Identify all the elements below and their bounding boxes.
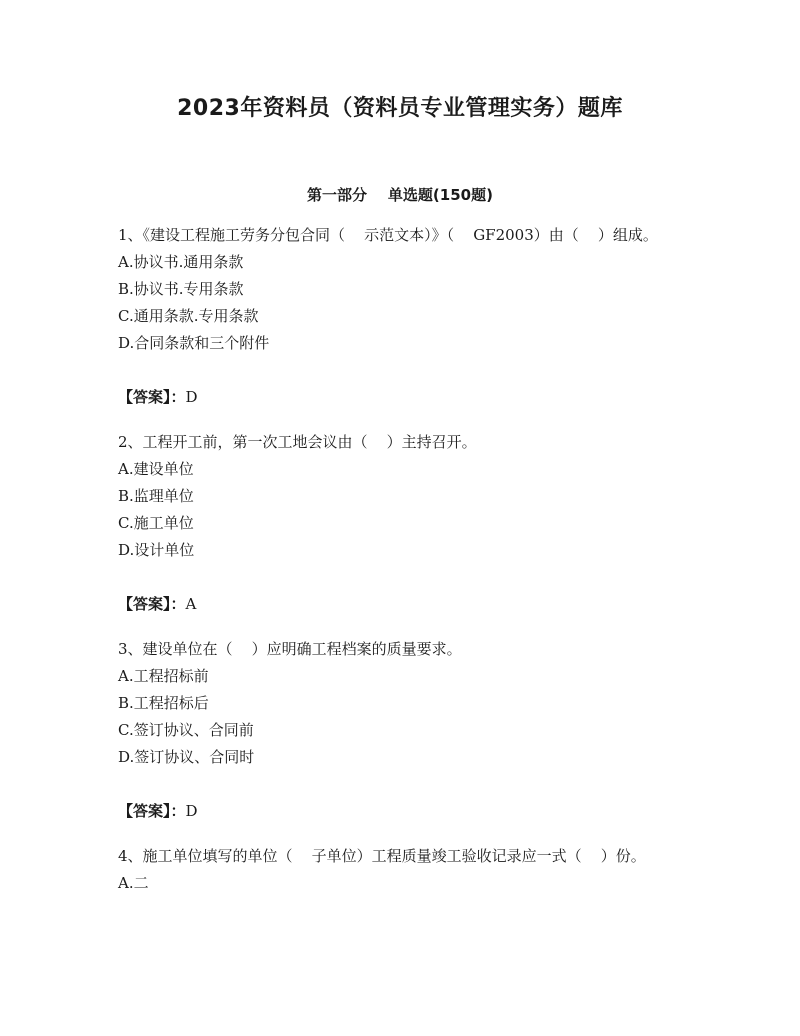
- question-stem: 3、建设单位在（ ）应明确工程档案的质量要求。: [118, 640, 462, 658]
- question-item: [118, 429, 688, 618]
- option-b: B.协议书.专用条款: [118, 280, 244, 298]
- question-item: [118, 222, 688, 411]
- option-a: A.二: [118, 874, 149, 892]
- option-c: C.通用条款.专用条款: [118, 307, 259, 325]
- question-list: [118, 222, 688, 897]
- question-item: [118, 636, 688, 825]
- answer-line: [118, 384, 688, 411]
- answer-label: 【答案】：: [118, 802, 186, 820]
- section-heading: 第一部分 单选题(150题): [307, 186, 493, 204]
- answer-value: D: [185, 388, 198, 406]
- option-d: D.合同条款和三个附件: [118, 334, 270, 352]
- option-a: A.工程招标前: [118, 667, 209, 685]
- answer-label: 【答案】：: [118, 595, 186, 613]
- question-stem: 1、《建设工程施工劳务分包合同（ 示范文本）》（ GF2003）由（ ）组成。: [118, 226, 658, 244]
- answer-line: [118, 591, 688, 618]
- option-a: A.建设单位: [118, 460, 194, 478]
- option-b: B.工程招标后: [118, 694, 209, 712]
- question-stem: 4、施工单位填写的单位（ 子单位）工程质量竣工验收记录应一式（ ）份。: [118, 847, 646, 865]
- answer-value: A: [185, 595, 197, 613]
- option-d: D.签订协议、合同时: [118, 748, 255, 766]
- answer-line: [118, 798, 688, 825]
- answer-label: 【答案】：: [118, 388, 186, 406]
- question-item: [118, 843, 688, 897]
- option-a: A.协议书.通用条款: [118, 253, 244, 271]
- option-b: B.监理单位: [118, 487, 194, 505]
- document-title: 2023年资料员（资料员专业管理实务）题库: [177, 96, 623, 121]
- option-d: D.设计单位: [118, 541, 195, 559]
- question-stem: 2、工程开工前，第一次工地会议由（ ）主持召开。: [118, 433, 477, 451]
- option-c: C.施工单位: [118, 514, 194, 532]
- option-c: C.签订协议、合同前: [118, 721, 254, 739]
- answer-value: D: [185, 802, 198, 820]
